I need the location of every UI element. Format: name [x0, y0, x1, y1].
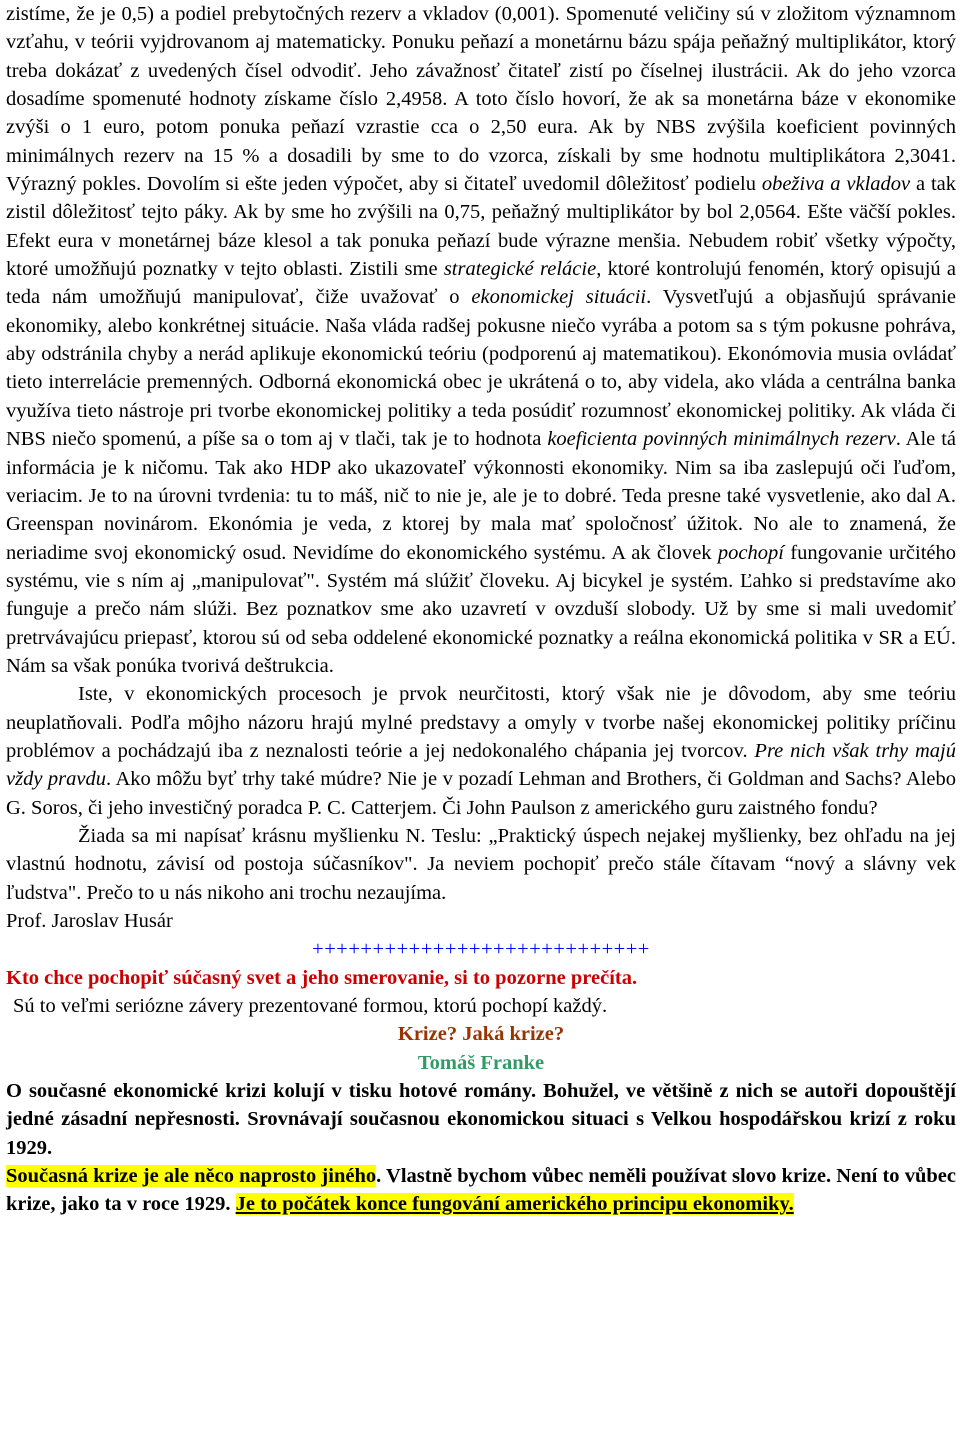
- italic-phrase: Pre nich však trhy majú vždy pravdu: [6, 739, 956, 791]
- italic-phrase: strategické relácie: [443, 258, 597, 281]
- text-run: . Ako môžu byť trhy také múdre? Nie je v pozadí Lehman and Brothers, či Goldman and Sachs? Alebo G. Soros, či jeho investičný poradca P. C. Catterjem. Či John Paulson z amerického guru zaistného fondu?: [6, 768, 956, 819]
- conclusion-text: . Vlastně bychom vůbec neměli používat slovo krize. Není to vůbec krize, jako ta v roce 1929.: [6, 1165, 956, 1216]
- text-run: . Ale tá informácia je k ničomu. Tak ako HDP ako ukazovateľ výkonnosti ekonomiky. Nim sa iba zaslepujú oči ľuďom, veriacim. Je to na úrovni tvrdenia: tu to máš, nič to nie je, ale je to dobré. Teda presne také vysvetlenie, ako dal A. Greenspan novinárom. Ekonómia je veda, z ktorej by mala mať spoločnosť úžitok. No ale to znamená, že neriadime svoj ekonomický osud. Nevidíme do ekonomického systému. A ak človek: [6, 428, 956, 564]
- promo-subline: Sú to veľmi seriózne závery prezentované formou, ktorú pochopí každý.: [13, 995, 608, 1018]
- article-conclusion: [6, 1162, 956, 1219]
- highlight-end-of-american-economy: Je to počátek konce fungování amerického principu ekonomiky.: [235, 1193, 794, 1216]
- italic-phrase: koeficienta povinných minimálnych rezerv: [547, 428, 896, 451]
- author-signature: Prof. Jaroslav Husár: [6, 910, 173, 932]
- italic-phrase: ekonomickej situácii: [471, 286, 647, 309]
- italic-phrase: pochopí: [717, 541, 784, 564]
- text-run: fungovanie určitého systému, vie s ním aj „manipulovať". Systém má slúžiť človeku. Aj bicykel je systém. Ľahko si predstavíme ako funguje a prečo nám slúži. Bez poznatkov sme ako uzavretí v ovzduší slobody. Už by sme si mali uvedomiť pretrvávajúcu priepasť, ktorou sú od seba oddelené ekonomické poznatky a reálna ekonomická politika v SR a EÚ. Nám sa však ponúka tvorivá deštrukcia.: [6, 541, 956, 677]
- separator-line: ++++++++++++++++++++++++++++: [312, 938, 650, 961]
- body-paragraph-3: Žiada sa mi napísať krásnu myšlienku N. Teslu: „Praktický úspech nejakej myšlienky, bez ohľadu na jej vlastnú hodnotu, závisí od postoja súčasníkov". Ja neviem pochopiť prečo stále čítavam “nový a slávny vek ľudstva". Prečo to u nás nikoho ani trochu nezaujíma.: [6, 824, 956, 904]
- article-author: Tomáš Franke: [417, 1051, 545, 1074]
- text-run: zistíme, že je 0,5) a podiel prebytočných rezerv a vkladov (0,001). Spomenuté veličiny sú v zložitom významnom vzťahu, v teórii vyjdrovanom aj matematicky. Ponuku peňazí a monetárnu bázu spája peňažný multiplikátor, ktorý treba dokázať z uvedených čísel odvodiť. Jeho závažnosť čitateľ zistí po číselnej ilustrácii. Ak do jeho vzorca dosadíme spomenuté hodnoty získame číslo 2,4958. A toto číslo hovorí, že ak sa monetárna báze v ekonomike zvýši o 1 euro, potom ponuka peňazí vzrastie cca o 2,50 eura. Ak by NBS zvýšila koeficient povinných minimálnych rezerv na 15 % a dosadili by sme to do vzorca, získali by sme hodnotu multiplikátora 2,3041. Výrazný pokles. Dovolím si ešte jeden výpočet, aby si čitateľ uvedomil dôležitosť podielu: [6, 3, 956, 196]
- text-run: Iste, v ekonomických procesoch je prvok neurčitosti, ktorý však nie je dôvodom, aby sme teóriu neuplatňovali. Podľa môjho názoru hrajú mylné predstavy a omyly v tvorbe našej ekonomickej politiky príčinu problémov a pochádzajú iba z neznalosti teórie a jej nedokonalého chápania jej tvorcov.: [6, 683, 956, 762]
- body-paragraph-1: [6, 0, 956, 680]
- highlight-current-crisis: Současná krize je ale něco naprosto jiného: [6, 1165, 377, 1188]
- article-intro: O současné ekonomické krizi kolují v tisku hotové romány. Bohužel, ve většině z nich se autoři dopouštějí jedné zásadní nepřesnosti. Srovnávají současnou ekonomickou situaci s Velkou hospodářskou krizí z roku 1929.: [6, 1080, 956, 1159]
- article-title: Krize? Jaká krize?: [397, 1023, 565, 1046]
- body-paragraph-2: [6, 680, 956, 822]
- text-run: , ktoré kontrolujú fenomén, ktorý opisujú a teda nám umožňujú manipulovať, čiže uvažovať o: [6, 258, 957, 309]
- italic-phrase: obeživa a vkladov: [761, 173, 911, 196]
- text-run: a tak zistil dôležitosť tejto páky. Ak by sme ho zvýšili na 0,75, peňažný multiplikátor by bol 2,0564. Ešte väčší pokles. Efekt eura v monetárnej báze klesol a tak ponuka peňazí bude výrazne menšia. Nebudem robiť všetky výpočty, ktoré umožňujú poznatky v tejto oblasti. Zistili sme: [6, 173, 956, 281]
- text-run: . Vysvetľujú a objasňujú správanie ekonomiky, alebo konkrétnej situácie. Naša vláda radšej pokusne niečo vyrába a potom sa s tým pokusne pohráva, aby odstránila chyby a nerád aplikuje ekonomickú teóriu (podporenú aj matematikou). Ekonómovia musia ovládať tieto interrelácie premenných. Odborná ekonomická obec je ukrátená o to, aby videla, ako vláda a centrálna banka využíva tieto nástroje pri tvorbe ekonomickej politiky a teda posúdiť rozumnosť ekonomickej politiky. Ak vláda či NBS niečo spomenú, a píše sa o tom aj v tlači, tak je to hodnota: [6, 286, 956, 451]
- document-page: [6, 0, 956, 1219]
- promo-headline: Kto chce pochopiť súčasný svet a jeho smerovanie, si to pozorne prečíta.: [6, 966, 638, 989]
